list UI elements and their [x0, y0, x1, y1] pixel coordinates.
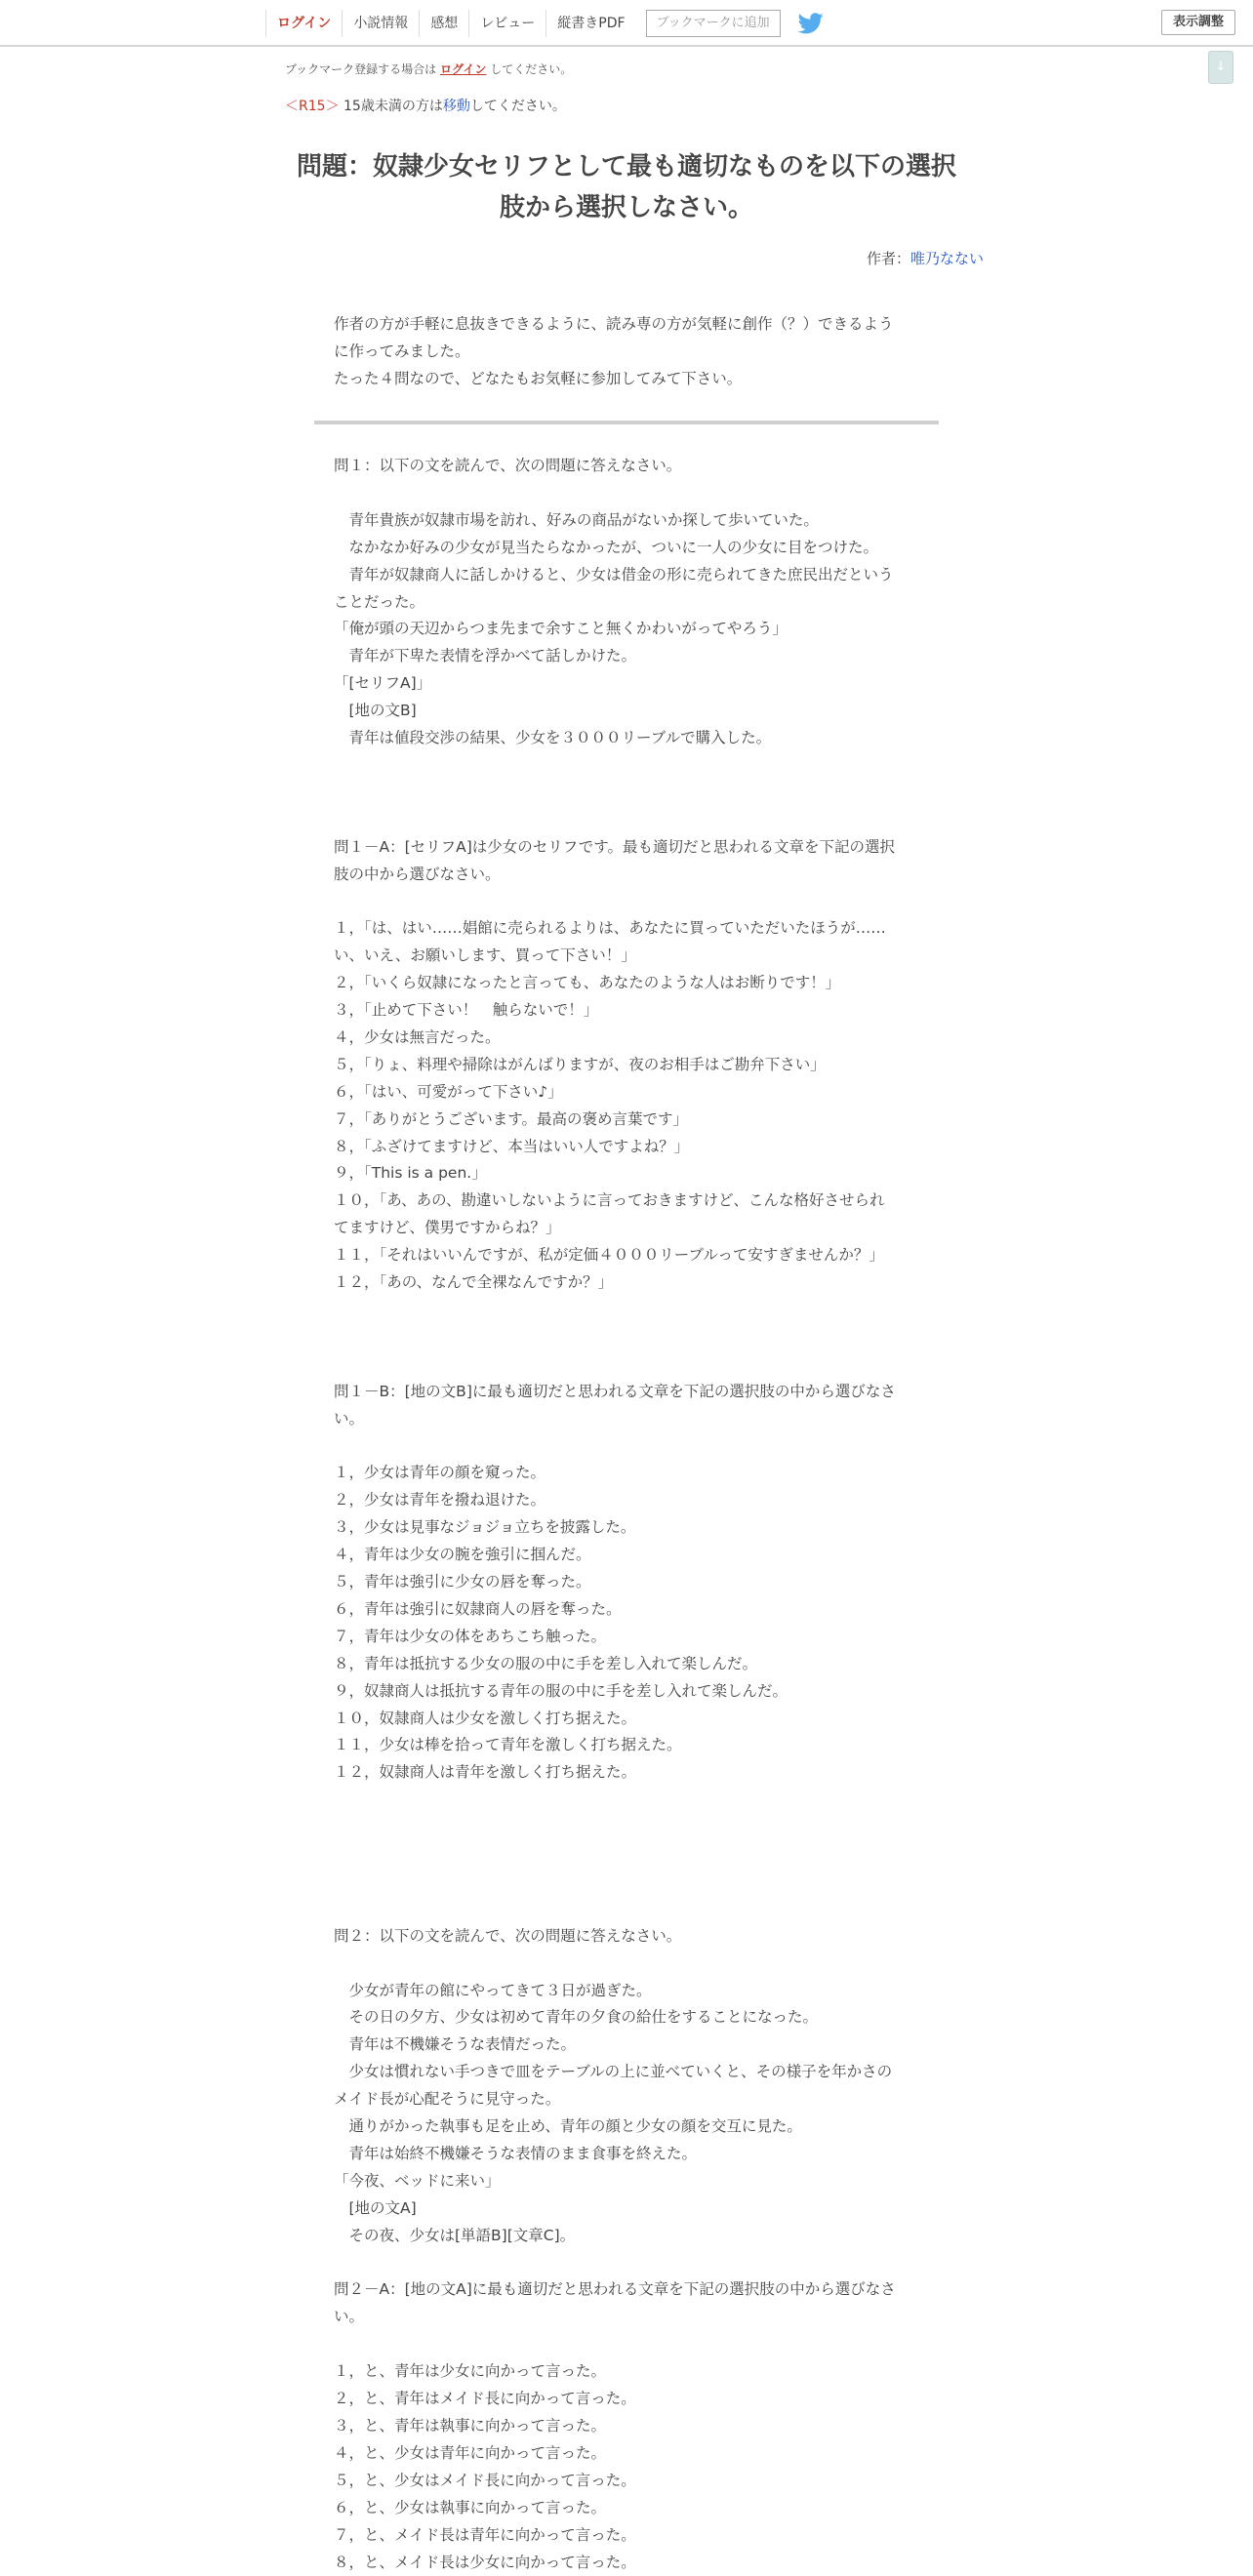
- top-navbar: [0, 0, 1253, 47]
- scroll-down-arrow-icon[interactable]: ↓: [1208, 51, 1233, 84]
- body-blank-line: [334, 1814, 919, 1841]
- body-line: ５，「りょ、料理や掃除はがんばりますが、夜のお相手はご勘弁下さい」: [334, 1055, 826, 1073]
- body-blank-line: [334, 780, 919, 807]
- body-line: い、いえ、お願いします、買って下さい！」: [334, 946, 636, 965]
- nav-vertical-pdf-link[interactable]: 縦書きPDF: [546, 10, 635, 37]
- body-line: 「俺が頭の天辺からつま先まで余すこと無くかわいがってやろう」: [334, 620, 788, 638]
- body-line: ７，と、メイド長は青年に向かって言った。: [334, 2525, 636, 2544]
- body-line: １２，奴隷商人は青年を激しく打ち据えた。: [334, 1763, 637, 1782]
- body-line: 少女が青年の館にやってきて３日が過ぎた。: [334, 1981, 652, 1999]
- body-line: 問２－A：[地の文A]に最も適切だと思われる文章を下記の選択肢の中から選びなさ: [334, 2280, 896, 2299]
- body-line: 問１－A：[セリフA]は少女のセリフです。最も適切だと思われる文章を下記の選択: [334, 837, 896, 856]
- body-blank-line: [334, 752, 919, 780]
- bookmark-login-link[interactable]: ログイン: [440, 62, 487, 76]
- body-line: てますけど、僕男ですからね？」: [334, 1219, 561, 1237]
- r15-suffix: してください。: [469, 99, 566, 114]
- r15-move-link[interactable]: 移動: [442, 99, 470, 114]
- body-line: 青年貴族が奴隷市場を訪れ、好みの商品がないか探して歩いていた。: [334, 510, 819, 529]
- nav-links: [265, 10, 826, 37]
- body-line: ９，奴隷商人は抵抗する青年の服の中に手を差し入れて楽しんだ。: [334, 1681, 788, 1700]
- preface-line: 作者の方が手軽に息抜きできるように、読み専の方が気軽に創作（？）できるよう: [334, 315, 894, 333]
- body-line: その夜、少女は[単語B][文章C]。: [334, 2226, 576, 2244]
- body-line: ２，と、青年はメイド長に向かって言った。: [334, 2390, 636, 2408]
- body-line: ６，と、少女は執事に向かって言った。: [334, 2498, 607, 2516]
- body-line: ３，「止めて下さい！ 触らないで！」: [334, 1001, 599, 1020]
- body-line: ６，「はい、可愛がって下さい♪」: [334, 1082, 563, 1101]
- body-blank-line: [334, 1787, 919, 1814]
- body-blank-line: [334, 480, 919, 507]
- body-line: １，「は、はい……娼館に売られるよりは、あなたに買っていただいたほうが……: [334, 919, 886, 938]
- body-line: １２，「あの、なんで全裸なんですか？」: [334, 1273, 614, 1292]
- body-blank-line: [334, 1896, 919, 1923]
- body-line: 通りがかった執事も足を止め、青年の顔と少女の顔を交互に見た。: [334, 2117, 802, 2136]
- r15-notice: [285, 96, 566, 115]
- preface: [334, 310, 919, 392]
- body-line: 青年は値段交渉の結果、少女を３０００リーブルで購入した。: [334, 729, 772, 747]
- body-blank-line: [334, 1951, 919, 1978]
- body-line: １０，「あ、あの、勘違いしないように言っておきますけど、こんな格好させられ: [334, 1191, 885, 1210]
- body-line: １０，奴隷商人は少女を激しく打ち据えた。: [334, 1709, 637, 1727]
- bookmark-notice-suffix: してください。: [490, 62, 573, 76]
- body-line: ２，少女は青年を撥ね退けた。: [334, 1491, 546, 1509]
- body-line: [地の文A]: [334, 2198, 417, 2217]
- body-line: メイド長が心配そうに見守った。: [334, 2090, 561, 2109]
- add-bookmark-button[interactable]: ブックマークに追加: [646, 10, 781, 37]
- body-line: 青年が下卑た表情を浮かべて話しかけた。: [334, 647, 637, 665]
- body-blank-line: [334, 807, 919, 834]
- author-line: [867, 248, 984, 268]
- r15-text: 15歳未満の方は: [344, 99, 443, 114]
- body-line: なかなか好みの少女が見当たらなかったが、ついに一人の少女に目をつけた。: [334, 538, 879, 556]
- novel-title: [265, 146, 988, 228]
- body-line: 問１：以下の文を読んで、次の問題に答えなさい。: [334, 457, 682, 474]
- body-line: ４，少女は無言だった。: [334, 1027, 501, 1046]
- body-line: ４，青年は少女の腕を強引に掴んだ。: [334, 1546, 591, 1564]
- nav-impressions-link[interactable]: 感想: [419, 10, 468, 37]
- body-line: 問１－B：[地の文B]に最も適切だと思われる文章を下記の選択肢の中から選びなさ: [334, 1382, 896, 1400]
- display-adjust-button[interactable]: 表示調整: [1161, 10, 1235, 35]
- body-line: ８，と、メイド長は少女に向かって言った。: [334, 2553, 636, 2571]
- body-line: ４，と、少女は青年に向かって言った。: [334, 2443, 607, 2462]
- body-blank-line: [334, 1869, 919, 1896]
- body-blank-line: [334, 1324, 919, 1351]
- body-line: ９，「This is a pen.」: [334, 1164, 487, 1183]
- body-line: ことだった。: [334, 592, 425, 611]
- body-line: 肢の中から選びなさい。: [334, 865, 501, 883]
- body-line: ７，「ありがとうございます。最高の褒め言葉です」: [334, 1109, 689, 1128]
- body-line: 青年が奴隷商人に話しかけると、少女は借金の形に売られてきた庶民出だという: [334, 565, 894, 584]
- novel-body: [334, 453, 919, 2576]
- author-label: 作者：: [866, 250, 910, 267]
- bookmark-notice-prefix: ブックマーク登録する場合は: [285, 62, 437, 76]
- body-line: １，と、青年は少女に向かって言った。: [334, 2362, 607, 2381]
- nav-novel-info-link[interactable]: 小説情報: [342, 10, 419, 37]
- preface-divider: [314, 421, 939, 424]
- twitter-bird-icon[interactable]: [798, 12, 826, 35]
- nav-login-link[interactable]: ログイン: [265, 10, 342, 37]
- body-line: 青年は不機嫌そうな表情だった。: [334, 2035, 577, 2054]
- body-line: ７，青年は少女の体をあちこち触った。: [334, 1627, 607, 1645]
- body-line: [地の文B]: [334, 702, 417, 720]
- novel-title-line-2: 肢から選択しなさい。: [499, 193, 753, 222]
- body-line: ２，「いくら奴隷になったと言っても、あなたのような人はお断りです！」: [334, 974, 841, 992]
- body-blank-line: [334, 1297, 919, 1324]
- body-blank-line: [334, 888, 919, 915]
- body-line: 「[セリフA]」: [334, 674, 432, 693]
- preface-line: に作ってみました。: [334, 342, 470, 360]
- body-blank-line: [334, 2250, 919, 2277]
- body-blank-line: [334, 1841, 919, 1869]
- nav-review-link[interactable]: レビュー: [468, 10, 546, 37]
- body-line: ３，と、青年は執事に向かって言った。: [334, 2416, 607, 2435]
- body-line: １１，「それはいいんですが、私が定価４０００リーブルって安すぎませんか？」: [334, 1246, 884, 1265]
- body-line: い。: [334, 2308, 365, 2326]
- body-blank-line: [334, 1433, 919, 1461]
- body-line: ５，青年は強引に少女の唇を奪った。: [334, 1573, 591, 1591]
- body-line: ３，少女は見事なジョジョ立ちを披露した。: [334, 1518, 636, 1537]
- body-line: 青年は始終不機嫌そうな表情のまま食事を終えた。: [334, 2144, 698, 2162]
- body-line: 問２：以下の文を読んで、次の問題に答えなさい。: [334, 1926, 682, 1945]
- author-name-link[interactable]: 唯乃なない: [909, 250, 984, 267]
- body-line: ５，と、少女はメイド長に向かって言った。: [334, 2471, 636, 2489]
- body-line: １１，少女は棒を拾って青年を激しく打ち据えた。: [334, 1736, 682, 1754]
- preface-line: たった４問なので、どなたもお気軽に参加してみて下さい。: [334, 370, 743, 387]
- body-blank-line: [334, 1351, 919, 1379]
- body-line: ６，青年は強引に奴隷商人の唇を奪った。: [334, 1599, 622, 1618]
- r15-tag: ＜R15＞: [285, 99, 340, 114]
- body-line: ８，青年は抵抗する少女の服の中に手を差し入れて楽しんだ。: [334, 1654, 758, 1672]
- body-line: その日の夕方、少女は初めて青年の夕食の給仕をすることになった。: [334, 2008, 819, 2027]
- novel-title-line-1: 問題：奴隷少女セリフとして最も適切なものを以下の選択: [296, 152, 956, 181]
- body-line: い。: [334, 1409, 365, 1428]
- bookmark-login-notice: [285, 60, 572, 77]
- body-line: １，少女は青年の顔を窺った。: [334, 1464, 546, 1482]
- body-line: ８，「ふざけてますけど、本当はいい人ですよね？」: [334, 1137, 690, 1155]
- body-blank-line: [334, 2331, 919, 2358]
- body-line: 「今夜、ベッドに来い」: [334, 2171, 501, 2190]
- body-line: 少女は慣れない手つきで皿をテーブルの上に並べていくと、その様子を年かさの: [334, 2063, 893, 2081]
